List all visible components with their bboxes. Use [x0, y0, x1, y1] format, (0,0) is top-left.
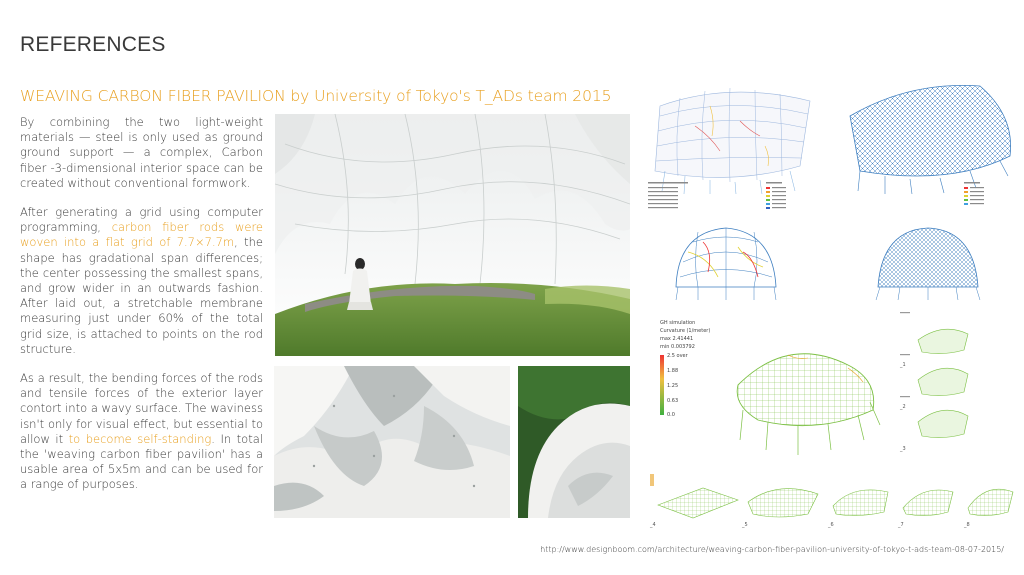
caption-3: _3	[900, 446, 906, 452]
dome-analysis-diagram	[668, 222, 783, 302]
page-title: REFERENCES	[20, 33, 166, 56]
paragraph-1: By combining the two light-weight materials — steel is only used as ground ground support — a complex, Carbon fiber -3-dimensional interior space can be created without conventional formwork.	[20, 115, 263, 190]
description-text	[20, 115, 263, 507]
caption-8: _8	[964, 522, 970, 528]
simulation-min: min 0.003792	[660, 344, 695, 350]
dense-mesh-diagram	[840, 76, 1020, 196]
sim-flat-1	[650, 474, 738, 518]
sim-step-2	[918, 368, 968, 395]
paragraph-2: After generating a grid using computer programming, carbon fiber rods were woven into a flat grid of 7.7×7.7m, the shape has gradational span differences; the center possessing the smallest spans, and grow wider in an outwards fashion. After laid out, a stretchable membrane measuring just under 60% of the total grid size, is attached to points on the rod structure.	[20, 205, 264, 356]
legend-label-5: 0.0	[667, 412, 675, 418]
simulation-max: max 2.41441	[660, 336, 694, 342]
dome-mesh-diagram	[870, 222, 985, 302]
caption-5: _5	[742, 522, 748, 528]
mesh-analysis-diagram	[640, 76, 820, 196]
caption-6: _6	[828, 522, 834, 528]
sim-step-1	[918, 329, 968, 353]
sim-step-3	[918, 410, 968, 437]
sim-flat-3	[833, 490, 888, 516]
simulation-unit: Curvature (1/meter)	[660, 328, 711, 334]
paragraph-3: As a result, the bending forces of the rods and tensile forces of the exterior layer contort into a wavy surface. The waviness isn't only for visual effect, but essential to allow it to become self-standing. In total the 'weaving carbon fiber pavilion' has a usable area of 5x5m and can be used for a range of purposes.	[20, 371, 263, 492]
legend-label-4: 0.63	[667, 398, 679, 404]
membrane-detail-photo	[274, 366, 510, 518]
legend-label-2: 1.88	[667, 368, 679, 374]
caption-1: _1	[900, 362, 906, 368]
source-link[interactable]: http://www.designboom.com/architecture/weaving-carbon-fiber-pavilion-university-of-tokyo-t-ads-team-08-07-2015/	[540, 545, 1004, 554]
gh-simulation-panel	[648, 310, 898, 470]
legend-label-1: 2.5 over	[667, 353, 688, 359]
highlight-grid: carbon fiber rods were woven into a flat grid of 7.7×7.7m	[20, 220, 264, 250]
mesh-legend-strip	[648, 180, 1020, 220]
simulation-steps-column	[898, 310, 1020, 470]
simulation-title: GH simulation	[660, 320, 696, 326]
caption-7: _7	[898, 522, 904, 528]
sim-flat-5	[968, 489, 1013, 515]
caption-4: _4	[650, 522, 656, 528]
caption-2: _2	[900, 404, 906, 410]
sim-flat-4	[903, 490, 953, 516]
legend-label-3: 1.25	[667, 383, 679, 389]
sim-flat-2	[748, 489, 818, 517]
pavilion-exterior-photo	[518, 366, 630, 518]
project-title: WEAVING CARBON FIBER PAVILION by University of Tokyo's T_ADs team 2015	[20, 87, 612, 105]
simulation-steps-row	[648, 470, 1020, 530]
curvature-legend-bar	[660, 355, 664, 415]
highlight-self-standing: to become self-standing	[68, 431, 212, 446]
pavilion-interior-photo	[275, 114, 630, 356]
